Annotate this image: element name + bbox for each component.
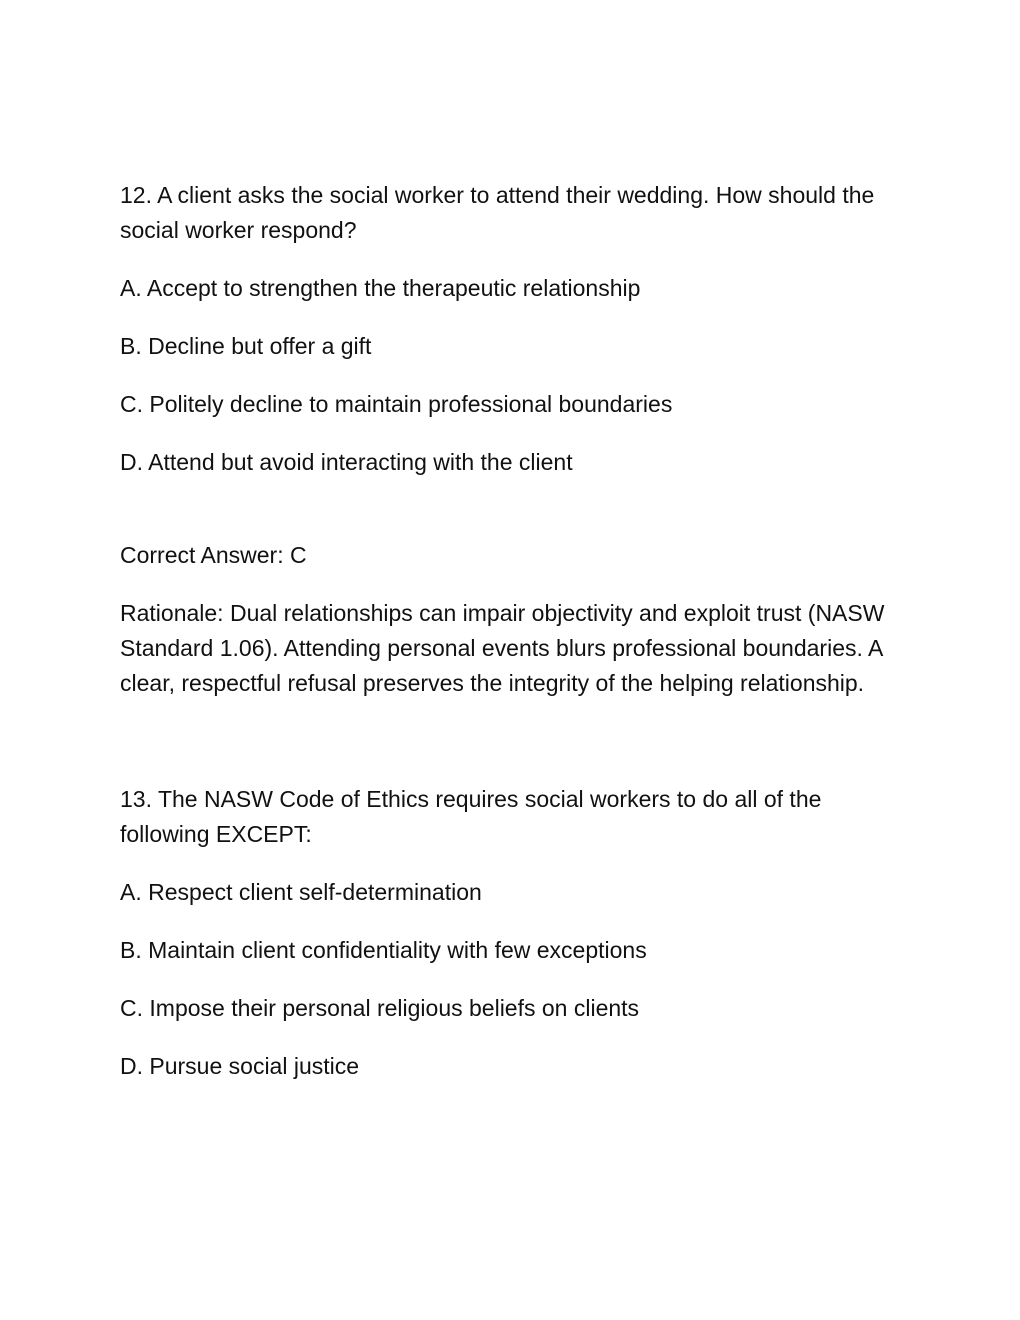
question-12-stem: 12. A client asks the social worker to attend their wedding. How should the social worker respond? — [120, 182, 875, 243]
question-12-option-b: B. Decline but offer a gift — [120, 333, 372, 359]
question-12-option-c: C. Politely decline to maintain professional boundaries — [120, 391, 673, 417]
question-12-option-d: D. Attend but avoid interacting with the client — [120, 449, 573, 475]
question-13-option-b: B. Maintain client confidentiality with few exceptions — [120, 937, 647, 963]
question-13-option-c: C. Impose their personal religious beliefs on clients — [120, 995, 640, 1021]
question-13-stem: 13. The NASW Code of Ethics requires social workers to do all of the following EXCEPT: — [120, 786, 822, 847]
question-13-option-d: D. Pursue social justice — [120, 1053, 360, 1079]
question-12-option-a: A. Accept to strengthen the therapeutic relationship — [120, 275, 641, 301]
question-13-option-a: A. Respect client self-determination — [120, 879, 482, 905]
question-12-correct-answer: Correct Answer: C — [120, 542, 307, 568]
question-12-rationale: Rationale: Dual relationships can impair objectivity and exploit trust (NASW Standard 1.06). Attending personal events blurs professional boundaries. A clear, respectful refusal preserves the integrity of the helping relationship. — [120, 600, 885, 696]
document-page — [120, 178, 910, 1107]
